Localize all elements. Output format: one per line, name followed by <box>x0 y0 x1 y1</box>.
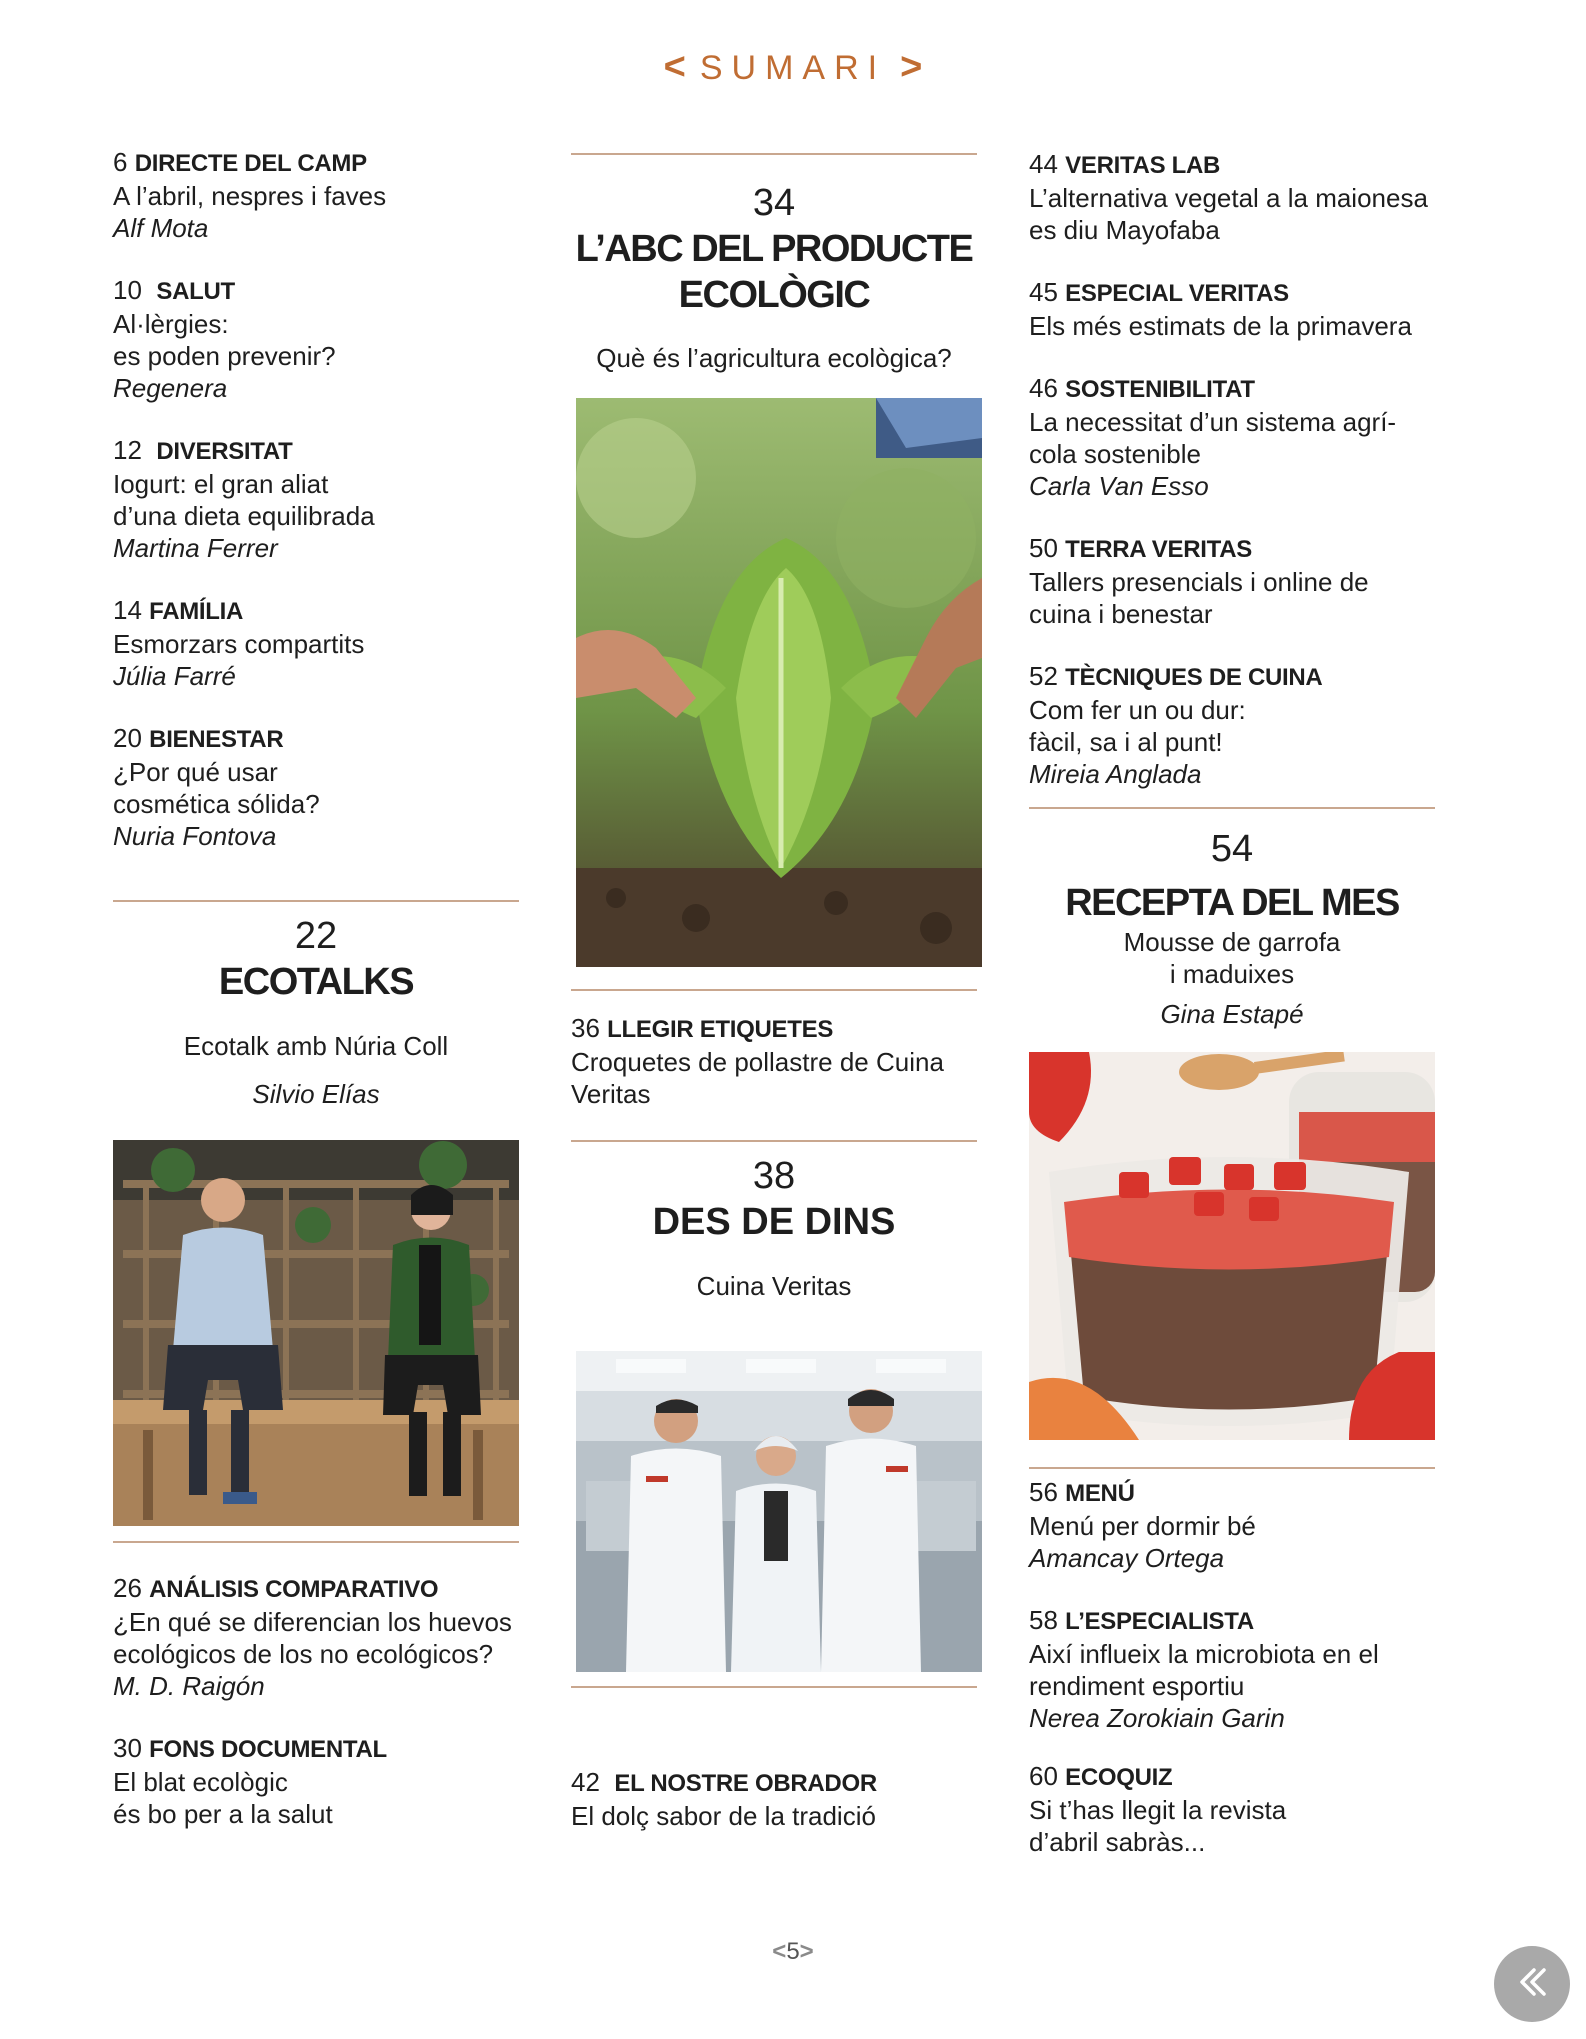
entry-section: SALUT <box>156 278 235 305</box>
entry-description: rendiment esportiu <box>1029 1671 1245 1701</box>
entry-description: cuina i benestar <box>1029 599 1213 629</box>
entry-description: Si t’has llegit la revista <box>1029 1795 1287 1825</box>
entry-number: 56 <box>1029 1477 1058 1507</box>
toc-entry-20[interactable] <box>113 722 513 852</box>
entry-author: Regenera <box>113 373 228 403</box>
entry-author: Martina Ferrer <box>113 533 278 563</box>
entry-number: 50 <box>1029 533 1058 563</box>
header-chevron-right: > <box>900 46 923 88</box>
entry-section: MENÚ <box>1065 1480 1135 1507</box>
entry-description: A l’abril, nespres i faves <box>113 181 387 211</box>
entry-number: 36 <box>571 1013 600 1043</box>
entry-number: 26 <box>113 1573 142 1603</box>
entry-number: 30 <box>113 1733 142 1763</box>
feature-title: RECEPTA DEL MES <box>1065 882 1399 924</box>
ecotalks-photo <box>113 1140 519 1526</box>
entry-number: 44 <box>1029 149 1058 179</box>
entry-number: 52 <box>1029 661 1058 691</box>
toc-entry-46[interactable] <box>1029 372 1469 502</box>
footer-chevron-right: > <box>799 1938 814 1965</box>
feature-recepta-author <box>1029 998 1435 1030</box>
entry-description: és bo per a la salut <box>113 1799 333 1829</box>
entry-section: VERITAS LAB <box>1065 152 1221 179</box>
entry-description: d’una dieta equilibrada <box>113 501 375 531</box>
mousse-photo <box>1029 1052 1435 1440</box>
toc-entry-6[interactable] <box>113 146 513 244</box>
entry-description: cosmética sólida? <box>113 789 320 819</box>
entry-description: es poden prevenir? <box>113 341 336 371</box>
cuina-veritas-photo <box>576 1351 982 1672</box>
toc-entry-58[interactable] <box>1029 1604 1469 1734</box>
page-header <box>0 46 1586 89</box>
feature-ecotalks-author <box>113 1078 519 1110</box>
feature-number: 54 <box>1210 828 1254 870</box>
feature-title: ECOTALKS <box>218 961 414 1003</box>
entry-section: BIENESTAR <box>149 726 284 753</box>
entry-description: L’alternativa vegetal a la maionesa <box>1029 183 1428 213</box>
toc-entry-36[interactable] <box>571 1012 991 1110</box>
entry-section: FONS DOCUMENTAL <box>149 1736 387 1763</box>
toc-entry-26[interactable] <box>113 1572 533 1702</box>
toc-entry-52[interactable] <box>1029 660 1469 790</box>
feature-author: Gina Estapé <box>1160 999 1304 1029</box>
entry-description: ¿En qué se diferencian los huevos <box>113 1607 512 1637</box>
feature-subtitle: Ecotalk amb Núria Coll <box>183 1031 449 1061</box>
entry-description: cola sostenible <box>1029 439 1201 469</box>
double-chevron-left-icon <box>1512 1962 1552 2007</box>
entry-number: 20 <box>113 723 142 753</box>
entry-description: ecológicos de los no ecológicos? <box>113 1639 494 1669</box>
entry-section: L’ESPECIALISTA <box>1065 1608 1254 1635</box>
entry-description: fàcil, sa i al punt! <box>1029 727 1223 757</box>
divider <box>1029 1467 1435 1469</box>
toc-entry-56[interactable] <box>1029 1476 1469 1574</box>
feature-subtitle: Mousse de garrofa <box>1123 927 1341 957</box>
entry-number: 10 <box>113 275 142 305</box>
feature-title: DES DE DINS <box>652 1201 896 1243</box>
toc-entry-60[interactable] <box>1029 1760 1469 1858</box>
entry-number: 6 <box>113 147 128 177</box>
entry-author: Nuria Fontova <box>113 821 277 851</box>
entry-description: El dolç sabor de la tradició <box>571 1801 876 1831</box>
lettuce-photo <box>576 398 982 967</box>
feature-abc-producte[interactable] <box>571 180 977 318</box>
header-chevron-left: < <box>663 46 686 88</box>
entry-number: 42 <box>571 1767 600 1797</box>
entry-section: TÈCNIQUES DE CUINA <box>1065 664 1323 691</box>
entry-description: Esmorzars compartits <box>113 629 365 659</box>
feature-author: Silvio Elías <box>252 1079 380 1109</box>
toc-entry-10[interactable] <box>113 274 513 404</box>
page-number <box>0 1938 1586 1966</box>
divider <box>571 1140 977 1142</box>
feature-ecotalks[interactable] <box>113 913 519 1005</box>
entry-description: ¿Por qué usar <box>113 757 278 787</box>
entry-author: Amancay Ortega <box>1029 1543 1225 1573</box>
feature-subtitle: Què és l’agricultura ecològica? <box>596 343 952 373</box>
entry-description: Tallers presencials i online de <box>1029 567 1369 597</box>
feature-number: 34 <box>752 182 796 224</box>
divider <box>113 900 519 902</box>
divider <box>571 1686 977 1688</box>
entry-description: Els més estimats de la primavera <box>1029 311 1412 341</box>
entry-description: Veritas <box>571 1079 651 1109</box>
toc-entry-12[interactable] <box>113 434 513 564</box>
entry-description: Iogurt: el gran aliat <box>113 469 329 499</box>
feature-des-de-dins[interactable] <box>571 1153 977 1245</box>
entry-section: DIVERSITAT <box>156 438 293 465</box>
divider <box>1029 807 1435 809</box>
entry-number: 60 <box>1029 1761 1058 1791</box>
divider <box>113 1541 519 1543</box>
divider <box>571 153 977 155</box>
page-title: SUMARI <box>699 49 887 87</box>
page-number-value: 5 <box>786 1938 800 1965</box>
feature-recepta-del-mes[interactable] <box>1029 826 1435 990</box>
toc-entry-42[interactable] <box>571 1766 991 1832</box>
feature-abc-sub <box>571 342 977 374</box>
entry-author: Alf Mota <box>113 213 209 243</box>
toc-entry-44[interactable] <box>1029 148 1469 246</box>
footer-chevron-left: < <box>772 1938 787 1965</box>
entry-description: Al·lèrgies: <box>113 309 229 339</box>
entry-author: Mireia Anglada <box>1029 759 1202 789</box>
entry-description: Menú per dormir bé <box>1029 1511 1256 1541</box>
entry-number: 58 <box>1029 1605 1058 1635</box>
entry-author: Júlia Farré <box>113 661 236 691</box>
entry-number: 46 <box>1029 373 1058 403</box>
entry-section: SOSTENIBILITAT <box>1065 376 1255 403</box>
entry-description: es diu Mayofaba <box>1029 215 1220 245</box>
back-button[interactable] <box>1494 1946 1570 2022</box>
entry-author: M. D. Raigón <box>113 1671 265 1701</box>
entry-description: La necessitat d’un sistema agrí- <box>1029 407 1397 437</box>
entry-author: Nerea Zorokiain Garin <box>1029 1703 1285 1733</box>
entry-description: El blat ecològic <box>113 1767 288 1797</box>
feature-title: ECOLÒGIC <box>678 274 870 316</box>
entry-description: Com fer un ou dur: <box>1029 695 1246 725</box>
entry-number: 14 <box>113 595 142 625</box>
entry-section: FAMÍLIA <box>149 598 244 625</box>
toc-entry-45[interactable] <box>1029 276 1469 342</box>
feature-subtitle: i maduixes <box>1169 959 1295 989</box>
toc-entry-14[interactable] <box>113 594 513 692</box>
feature-des-de-dins-sub <box>571 1270 977 1302</box>
entry-number: 12 <box>113 435 142 465</box>
entry-description: Així influeix la microbiota en el <box>1029 1639 1379 1669</box>
entry-section: TERRA VERITAS <box>1065 536 1252 563</box>
entry-number: 45 <box>1029 277 1058 307</box>
entry-section: LLEGIR ETIQUETES <box>607 1016 834 1043</box>
entry-section: DIRECTE DEL CAMP <box>134 150 367 177</box>
feature-number: 38 <box>752 1155 796 1197</box>
toc-entry-50[interactable] <box>1029 532 1469 630</box>
divider <box>571 989 977 991</box>
entry-section: ANÁLISIS COMPARATIVO <box>149 1576 439 1603</box>
feature-subtitle: Cuina Veritas <box>696 1271 852 1301</box>
entry-section: ECOQUIZ <box>1065 1764 1173 1791</box>
entry-section: ESPECIAL VERITAS <box>1065 280 1289 307</box>
feature-ecotalks-sub <box>113 1030 519 1062</box>
entry-section: EL NOSTRE OBRADOR <box>614 1770 877 1797</box>
toc-entry-30[interactable] <box>113 1732 533 1830</box>
entry-author: Carla Van Esso <box>1029 471 1209 501</box>
entry-description: Croquetes de pollastre de Cuina <box>571 1047 944 1077</box>
feature-number: 22 <box>294 915 338 957</box>
entry-description: d’abril sabràs... <box>1029 1827 1206 1857</box>
feature-title: L’ABC DEL PRODUCTE <box>575 228 973 270</box>
